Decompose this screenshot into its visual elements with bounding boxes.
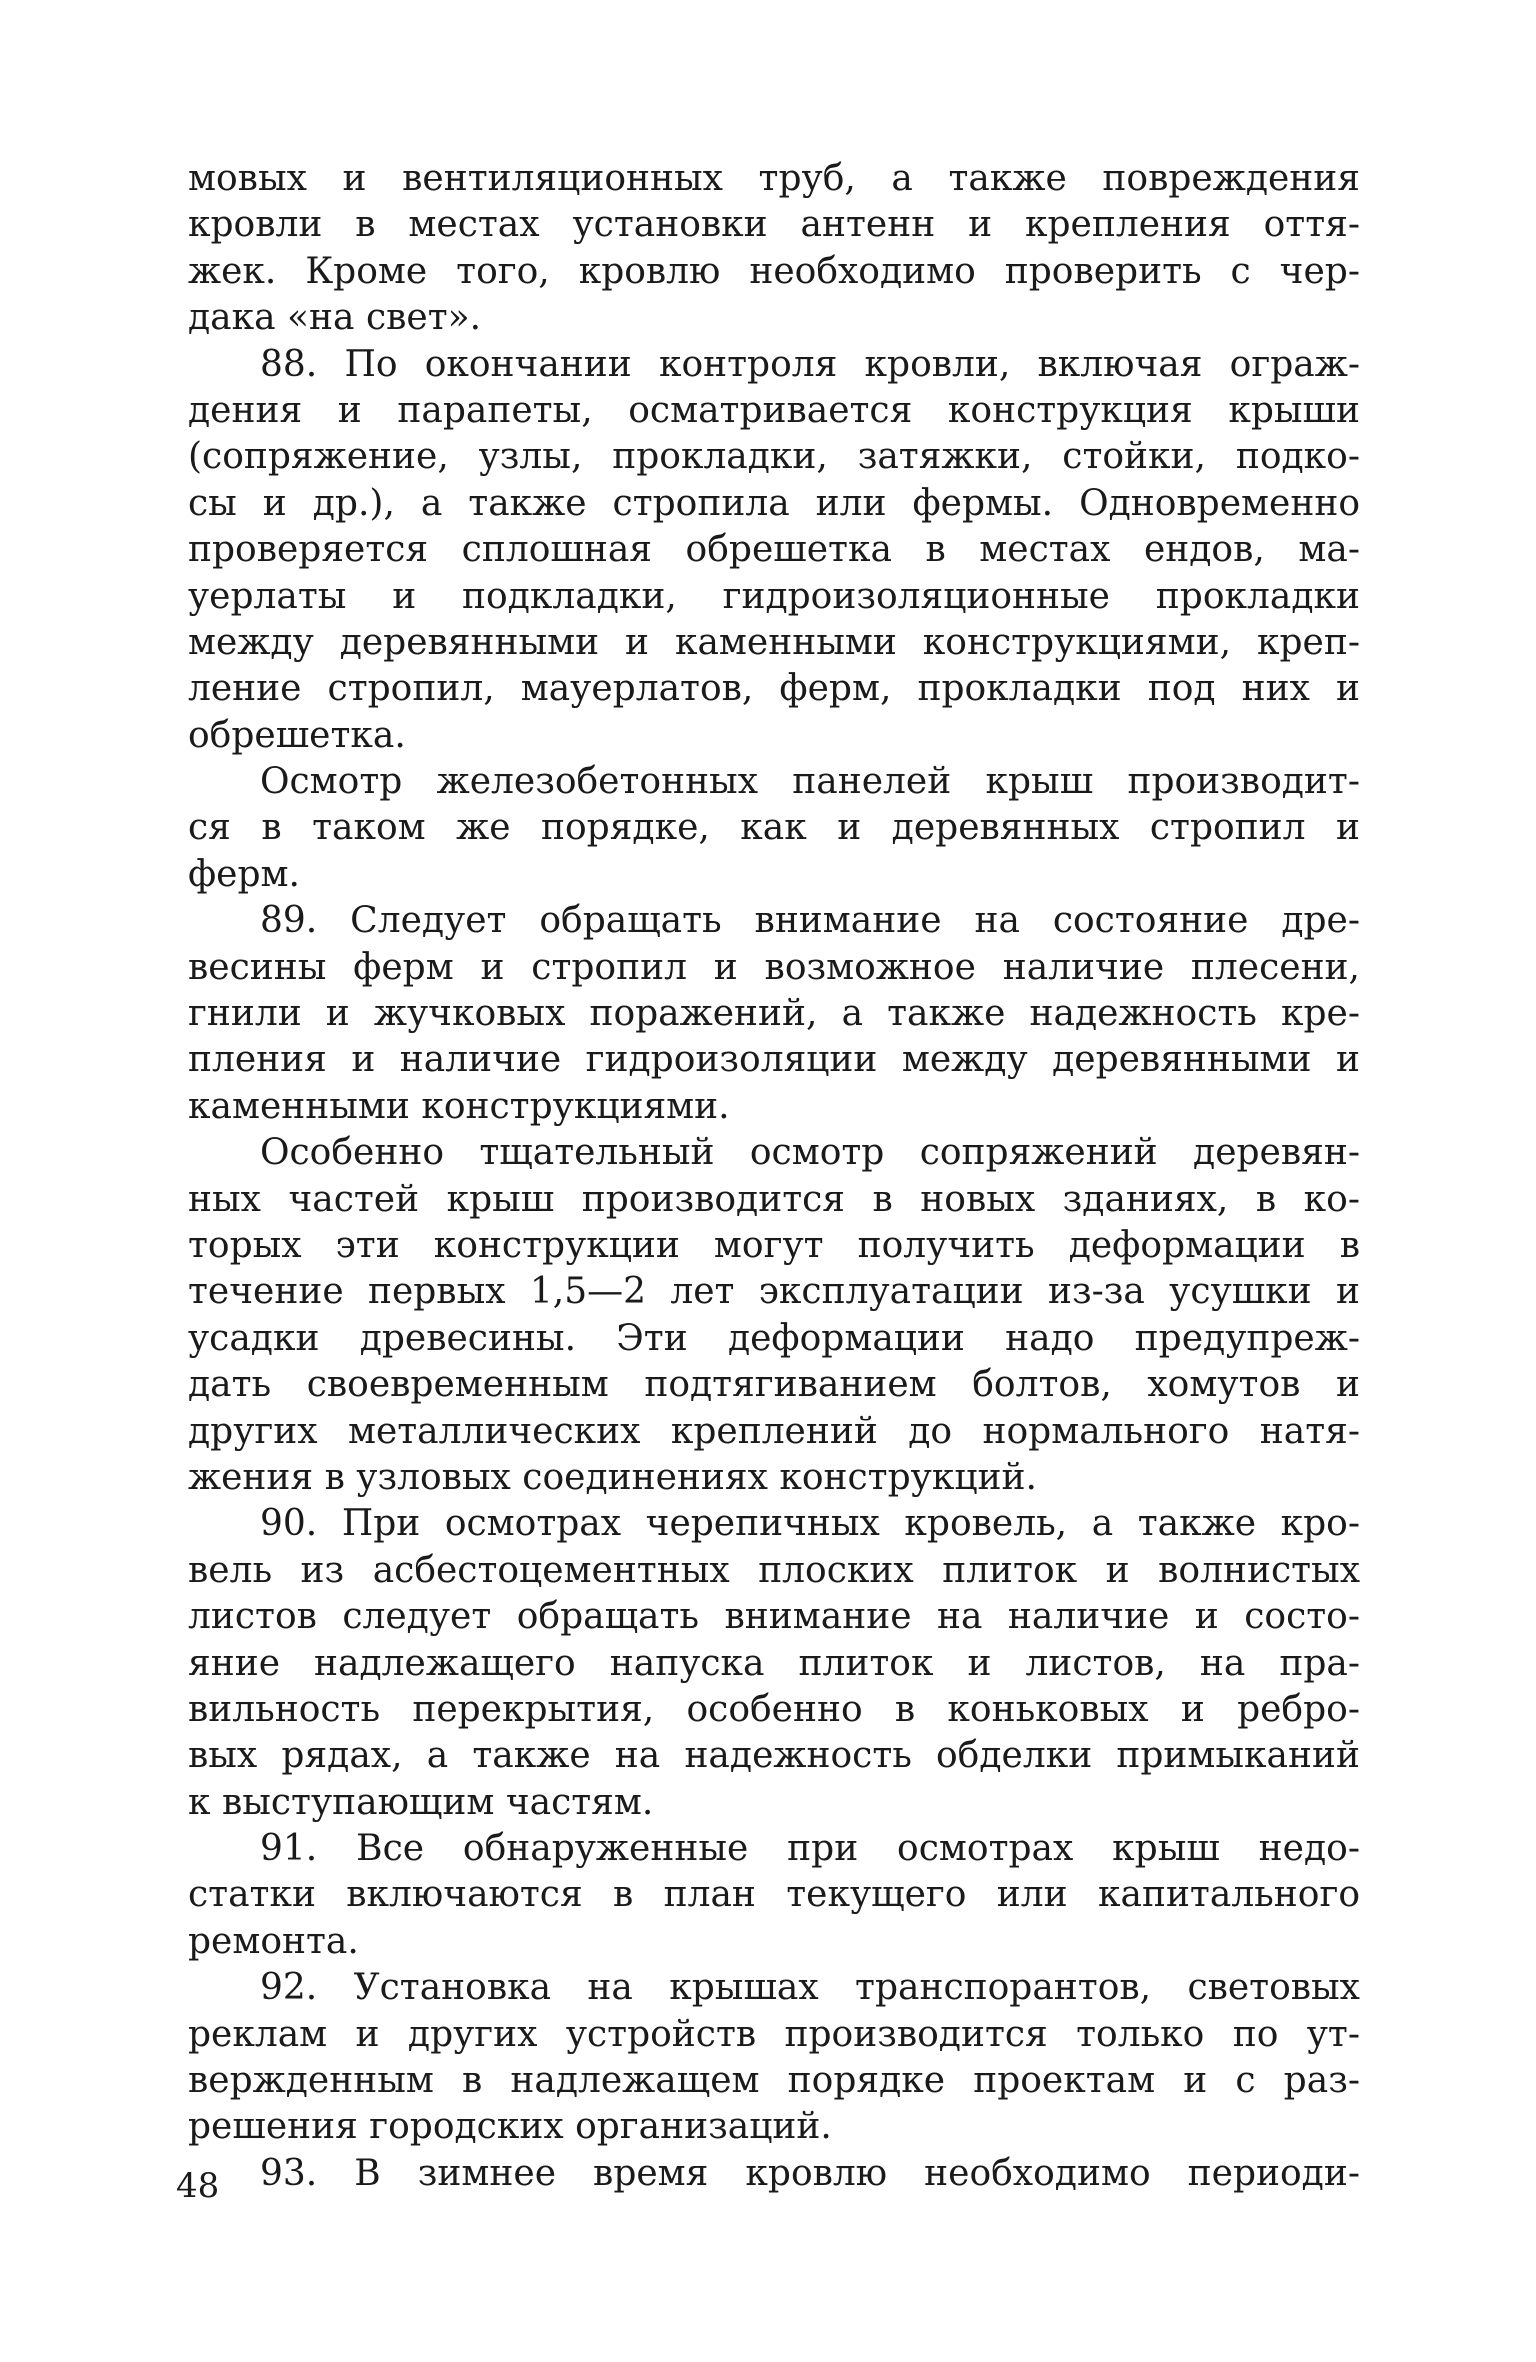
body-text (188, 156, 1360, 2197)
text-line: ся в таком же порядке, как и деревянных стропил и (188, 807, 1360, 849)
text-line: каменными конструкциями. (188, 1085, 730, 1127)
text-line: 88. По окончании контроля кровли, включая ограж- (260, 343, 1360, 385)
text-line: решения городских организаций. (188, 2106, 832, 2148)
text-line: вержденным в надлежащем порядке проектам и с раз- (188, 2060, 1360, 2102)
paragraph-item-90 (188, 1501, 1360, 1826)
text-line: ремонта. (188, 1920, 359, 1962)
paragraph (188, 1130, 1360, 1501)
text-line: проверяется сплошная обрешетка в местах ендов, ма- (188, 529, 1360, 571)
text-line: пления и наличие гидроизоляции между деревянными и (188, 1039, 1360, 1081)
text-line: ных частей крыш производится в новых зданиях, в ко- (188, 1178, 1360, 1220)
text-line: жения в узловых соединениях конструкций. (188, 1456, 1037, 1498)
text-line: 92. Установка на крышах транспорантов, световых (260, 1967, 1360, 2009)
text-line: весины ферм и стропил и возможное наличие плесени, (188, 946, 1360, 988)
text-line: 93. В зимнее время кровлю необходимо периоди- (260, 2152, 1360, 2194)
text-line: мовых и вентиляционных труб, а также повреждения (188, 158, 1360, 199)
text-line: (сопряжение, узлы, прокладки, затяжки, стойки, подко- (188, 436, 1360, 478)
text-line: дака «на свет». (188, 297, 482, 339)
text-line: жек. Кроме того, кровлю необходимо проверить с чер- (188, 250, 1360, 292)
text-line: вильность перекрытия, особенно в коньковых и ребро- (188, 1688, 1360, 1730)
text-line: ферм. (188, 853, 300, 895)
text-line: усадки древесины. Эти деформации надо предупреж- (188, 1317, 1360, 1359)
text-line: торых эти конструкции могут получить деформации в (188, 1224, 1360, 1266)
text-line: статки включаются в план текущего или капитального (188, 1874, 1360, 1916)
paragraph-item-89 (188, 898, 1360, 1130)
text-line: сы и др.), а также стропила или фермы. Одновременно (188, 482, 1360, 524)
text-line: между деревянными и каменными конструкциями, креп- (188, 621, 1360, 663)
text-line: других металлических креплений до нормального натя- (188, 1410, 1360, 1452)
text-line: листов следует обращать внимание на наличие и состо- (188, 1596, 1360, 1638)
paragraph-item-88 (188, 342, 1360, 760)
text-line: яние надлежащего напуска плиток и листов, на пра- (188, 1642, 1360, 1684)
text-line: гнили и жучковых поражений, а также надежность кре- (188, 993, 1360, 1035)
text-line: 89. Следует обращать внимание на состояние дре- (260, 900, 1360, 942)
paragraph-item-91 (188, 1826, 1360, 1965)
text-line: течение первых 1,5—2 лет эксплуатации из-за усушки и (188, 1271, 1360, 1313)
text-line: обрешетка. (188, 714, 406, 756)
text-line: к выступающим частям. (188, 1781, 654, 1823)
text-line: дения и парапеты, осматривается конструкция крыши (188, 389, 1360, 431)
text-line: реклам и других устройств производится только по ут- (188, 2013, 1360, 2055)
text-line: ление стропил, мауерлатов, ферм, прокладки под них и (188, 668, 1360, 710)
text-line: кровли в местах установки антенн и крепления оття- (188, 204, 1360, 246)
text-line: 90. При осмотрах черепичных кровель, а также кро- (260, 1503, 1360, 1545)
text-line: 91. Все обнаруженные при осмотрах крыш недо- (260, 1828, 1360, 1870)
text-line: вель из асбестоцементных плоских плиток и волнистых (188, 1549, 1360, 1591)
text-line: вых рядах, а также на надежность обделки примыканий (188, 1735, 1360, 1777)
text-line: Особенно тщательный осмотр сопряжений деревян- (260, 1132, 1360, 1174)
page-number: 48 (176, 2166, 220, 2206)
text-line: уерлаты и подкладки, гидроизоляционные прокладки (188, 575, 1360, 617)
paragraph (188, 156, 1360, 342)
paragraph (188, 759, 1360, 898)
paragraph-item-92 (188, 1965, 1360, 2151)
text-line: Осмотр железобетонных панелей крыш производит- (260, 761, 1360, 803)
text-line: дать своевременным подтягиванием болтов, хомутов и (188, 1364, 1360, 1406)
paragraph-item-93 (188, 2151, 1360, 2197)
